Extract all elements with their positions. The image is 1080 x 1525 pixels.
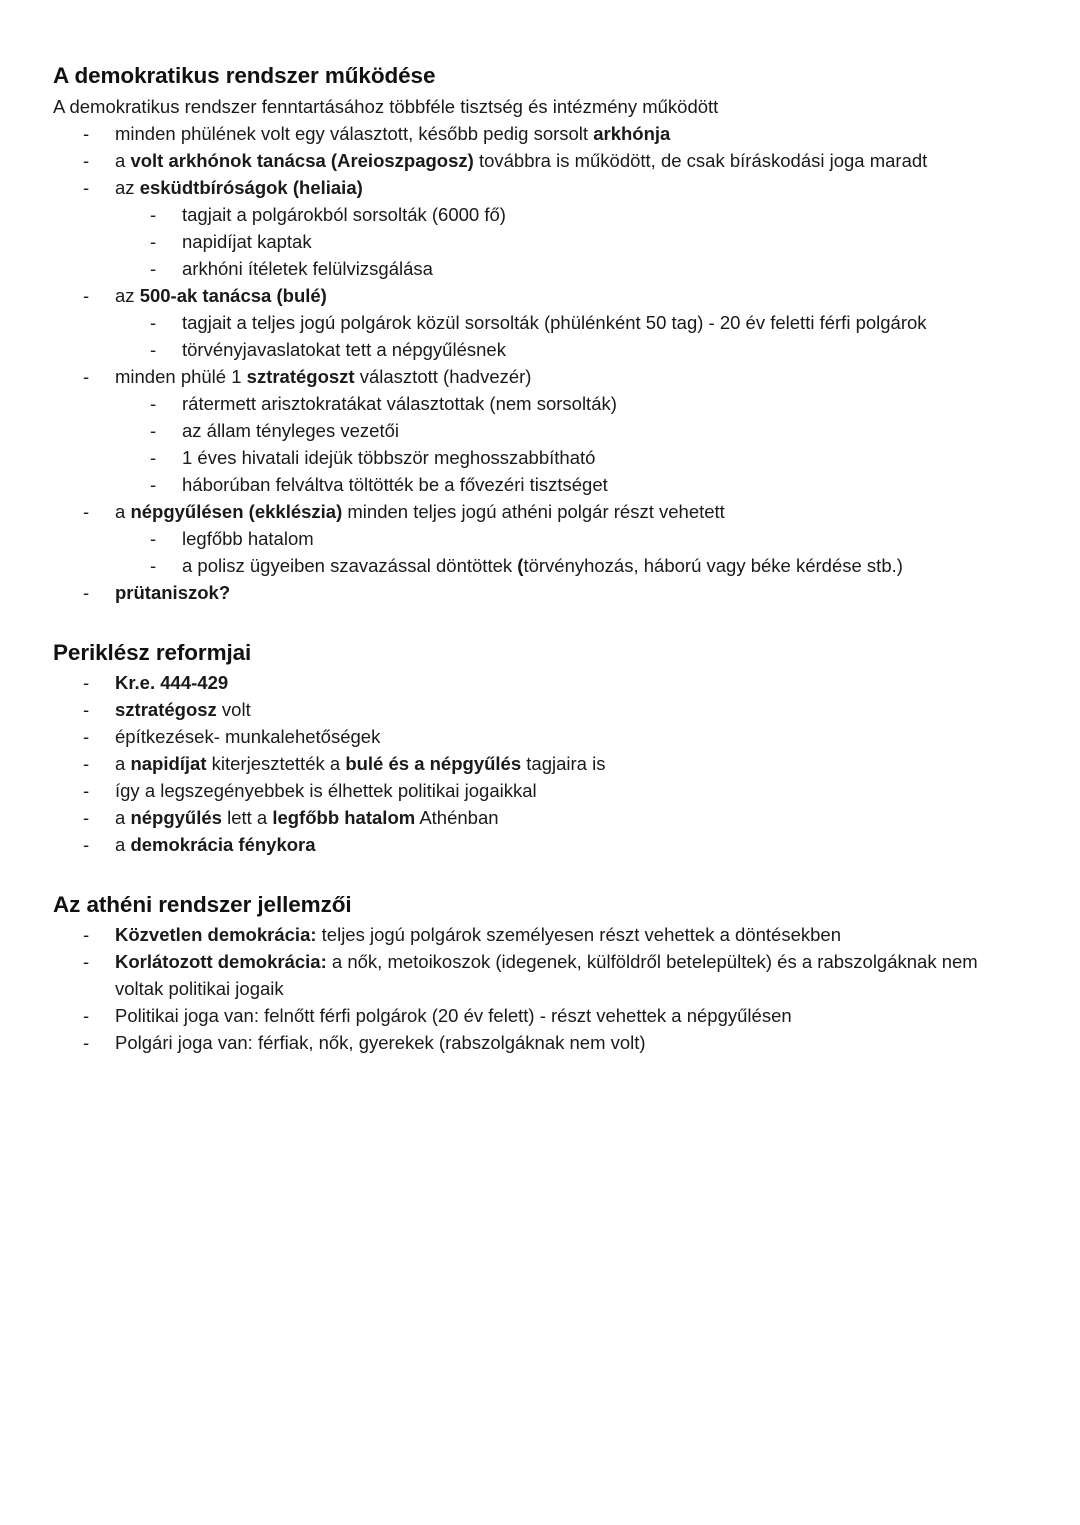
list-item [53,336,993,363]
list-item-text: Közvetlen demokrácia: teljes jogú polgárok személyesen részt vehettek a döntésekben [115,924,841,945]
list-item-text: a népgyűlésen (ekklészia) minden teljes jogú athéni polgár részt vehetett [115,501,725,522]
list-item [53,525,993,552]
nested-bullet-list [53,309,993,363]
list-item-text: törvényjavaslatokat tett a népgyűlésnek [182,339,506,360]
list-item [53,174,993,201]
list-item [53,750,993,777]
list-item-text: rátermett arisztokratákat választottak (nem sorsolták) [182,393,617,414]
bullet-dash-marker: - [150,312,157,333]
list-item [53,669,993,696]
bullet-dash-marker: - [83,699,90,720]
list-item [53,1029,993,1056]
bullet-dash-marker: - [150,474,157,495]
list-item [53,390,993,417]
bullet-dash-marker: - [83,1032,90,1053]
list-item [53,696,993,723]
bullet-dash-marker: - [83,582,90,603]
list-item [53,363,993,390]
list-item [53,282,993,309]
list-item [53,723,993,750]
list-item-text: a napidíjat kiterjesztették a bulé és a népgyűlés tagjaira is [115,753,606,774]
bullet-dash-marker: - [83,366,90,387]
bullet-dash-marker: - [83,672,90,693]
bullet-dash-marker: - [83,177,90,198]
bullet-dash-marker: - [83,753,90,774]
bullet-dash-marker: - [83,285,90,306]
section-heading-periklesz: Periklész reformjai [53,640,252,665]
list-item-text: Polgári joga van: férfiak, nők, gyerekek (rabszolgáknak nem volt) [115,1032,646,1053]
bullet-dash-marker: - [150,528,157,549]
section-lead-paragraph: A demokratikus rendszer fenntartásához többféle tisztség és intézmény működött [53,96,719,117]
list-item-text: arkhóni ítéletek felülvizsgálása [182,258,433,279]
bullet-dash-marker: - [150,447,157,468]
list-item [53,831,993,858]
list-item [53,1002,993,1029]
list-item [53,777,993,804]
section-atheni-rendszer-jellemzoi [53,891,993,1056]
list-item-text: a demokrácia fénykora [115,834,316,855]
bullet-dash-marker: - [150,555,157,576]
bullet-dash-marker: - [83,123,90,144]
section-heading-jellemzoi: Az athéni rendszer jellemzői [53,892,352,917]
list-item-text: háborúban felváltva töltötték be a fővezéri tisztséget [182,474,608,495]
list-item-text: a volt arkhónok tanácsa (Areioszpagosz) továbbra is működött, de csak bíráskodási joga maradt [115,150,928,171]
page-title: A demokratikus rendszer működése [53,63,436,88]
list-item [53,201,993,228]
list-item-text: Politikai joga van: felnőtt férfi polgárok (20 év felett) - részt vehettek a népgyűlésen [115,1005,792,1026]
section-spacer [53,858,993,891]
bullet-dash-marker: - [150,420,157,441]
list-item-text: prütaniszok? [115,582,231,603]
bullet-list-periklesz [53,669,993,858]
bullet-dash-marker: - [83,951,90,972]
list-item-text: napidíjat kaptak [182,231,312,252]
bullet-dash-marker: - [83,924,90,945]
list-item [53,255,993,282]
nested-list-wrapper [53,201,993,282]
list-item-text: sztratégosz volt [115,699,251,720]
bullet-dash-marker: - [150,393,157,414]
list-item [53,498,993,525]
list-item [53,147,993,174]
nested-list-wrapper [53,390,993,498]
list-item [53,552,993,579]
list-item-text: 1 éves hivatali idejük többször meghosszabbítható [182,447,596,468]
bullet-dash-marker: - [83,1005,90,1026]
section-spacer [53,606,993,639]
bullet-dash-marker: - [83,501,90,522]
list-item-text: a népgyűlés lett a legfőbb hatalom Athénban [115,807,499,828]
list-item [53,120,993,147]
bullet-dash-marker: - [83,807,90,828]
bullet-dash-marker: - [83,150,90,171]
bullet-dash-marker: - [83,834,90,855]
list-item-text: tagjait a polgárokból sorsolták (6000 fő) [182,204,506,225]
nested-bullet-list [53,201,993,282]
bullet-list-demokratikus [53,120,993,606]
list-item-text: építkezések- munkalehetőségek [115,726,381,747]
list-item [53,309,993,336]
nested-bullet-list [53,390,993,498]
bullet-dash-marker: - [83,780,90,801]
list-item [53,921,993,948]
nested-bullet-list [53,525,993,579]
nested-list-wrapper [53,525,993,579]
section-periklesz-reformjai [53,639,993,858]
list-item [53,579,993,606]
list-item-text: az állam tényleges vezetői [182,420,399,441]
bullet-dash-marker: - [150,339,157,360]
list-item-text: az esküdtbíróságok (heliaia) [115,177,363,198]
bullet-dash-marker: - [150,258,157,279]
list-item [53,417,993,444]
nested-list-wrapper [53,309,993,363]
list-item-text: tagjait a teljes jogú polgárok közül sorsolták (phülénként 50 tag) - 20 év feletti férfi polgárok [182,312,927,333]
list-item [53,228,993,255]
bullet-dash-marker: - [83,726,90,747]
list-item-text: az 500-ak tanácsa (bulé) [115,285,327,306]
list-item [53,804,993,831]
list-item-text: így a legszegényebbek is élhettek politikai jogaikkal [115,780,537,801]
bullet-dash-marker: - [150,204,157,225]
list-item-text: legfőbb hatalom [182,528,314,549]
bullet-list-jellemzoi [53,921,993,1056]
list-item-text: minden phülé 1 sztratégoszt választott (hadvezér) [115,366,532,387]
list-item-text: Kr.e. 444-429 [115,672,229,693]
list-item-text: a polisz ügyeiben szavazással döntöttek (törvényhozás, háború vagy béke kérdése stb.) [182,555,903,576]
section-demokratikus-rendszer [53,62,993,606]
list-item [53,444,993,471]
list-item [53,471,993,498]
bullet-dash-marker: - [150,231,157,252]
list-item-text: minden phülének volt egy választott, később pedig sorsolt arkhónja [115,123,671,144]
list-item [53,948,993,1002]
list-item-text: Korlátozott demokrácia: a nők, metoikoszok (idegenek, külföldről betelepültek) és a rabszolgáknak nem voltak politikai jogaik [115,951,978,999]
